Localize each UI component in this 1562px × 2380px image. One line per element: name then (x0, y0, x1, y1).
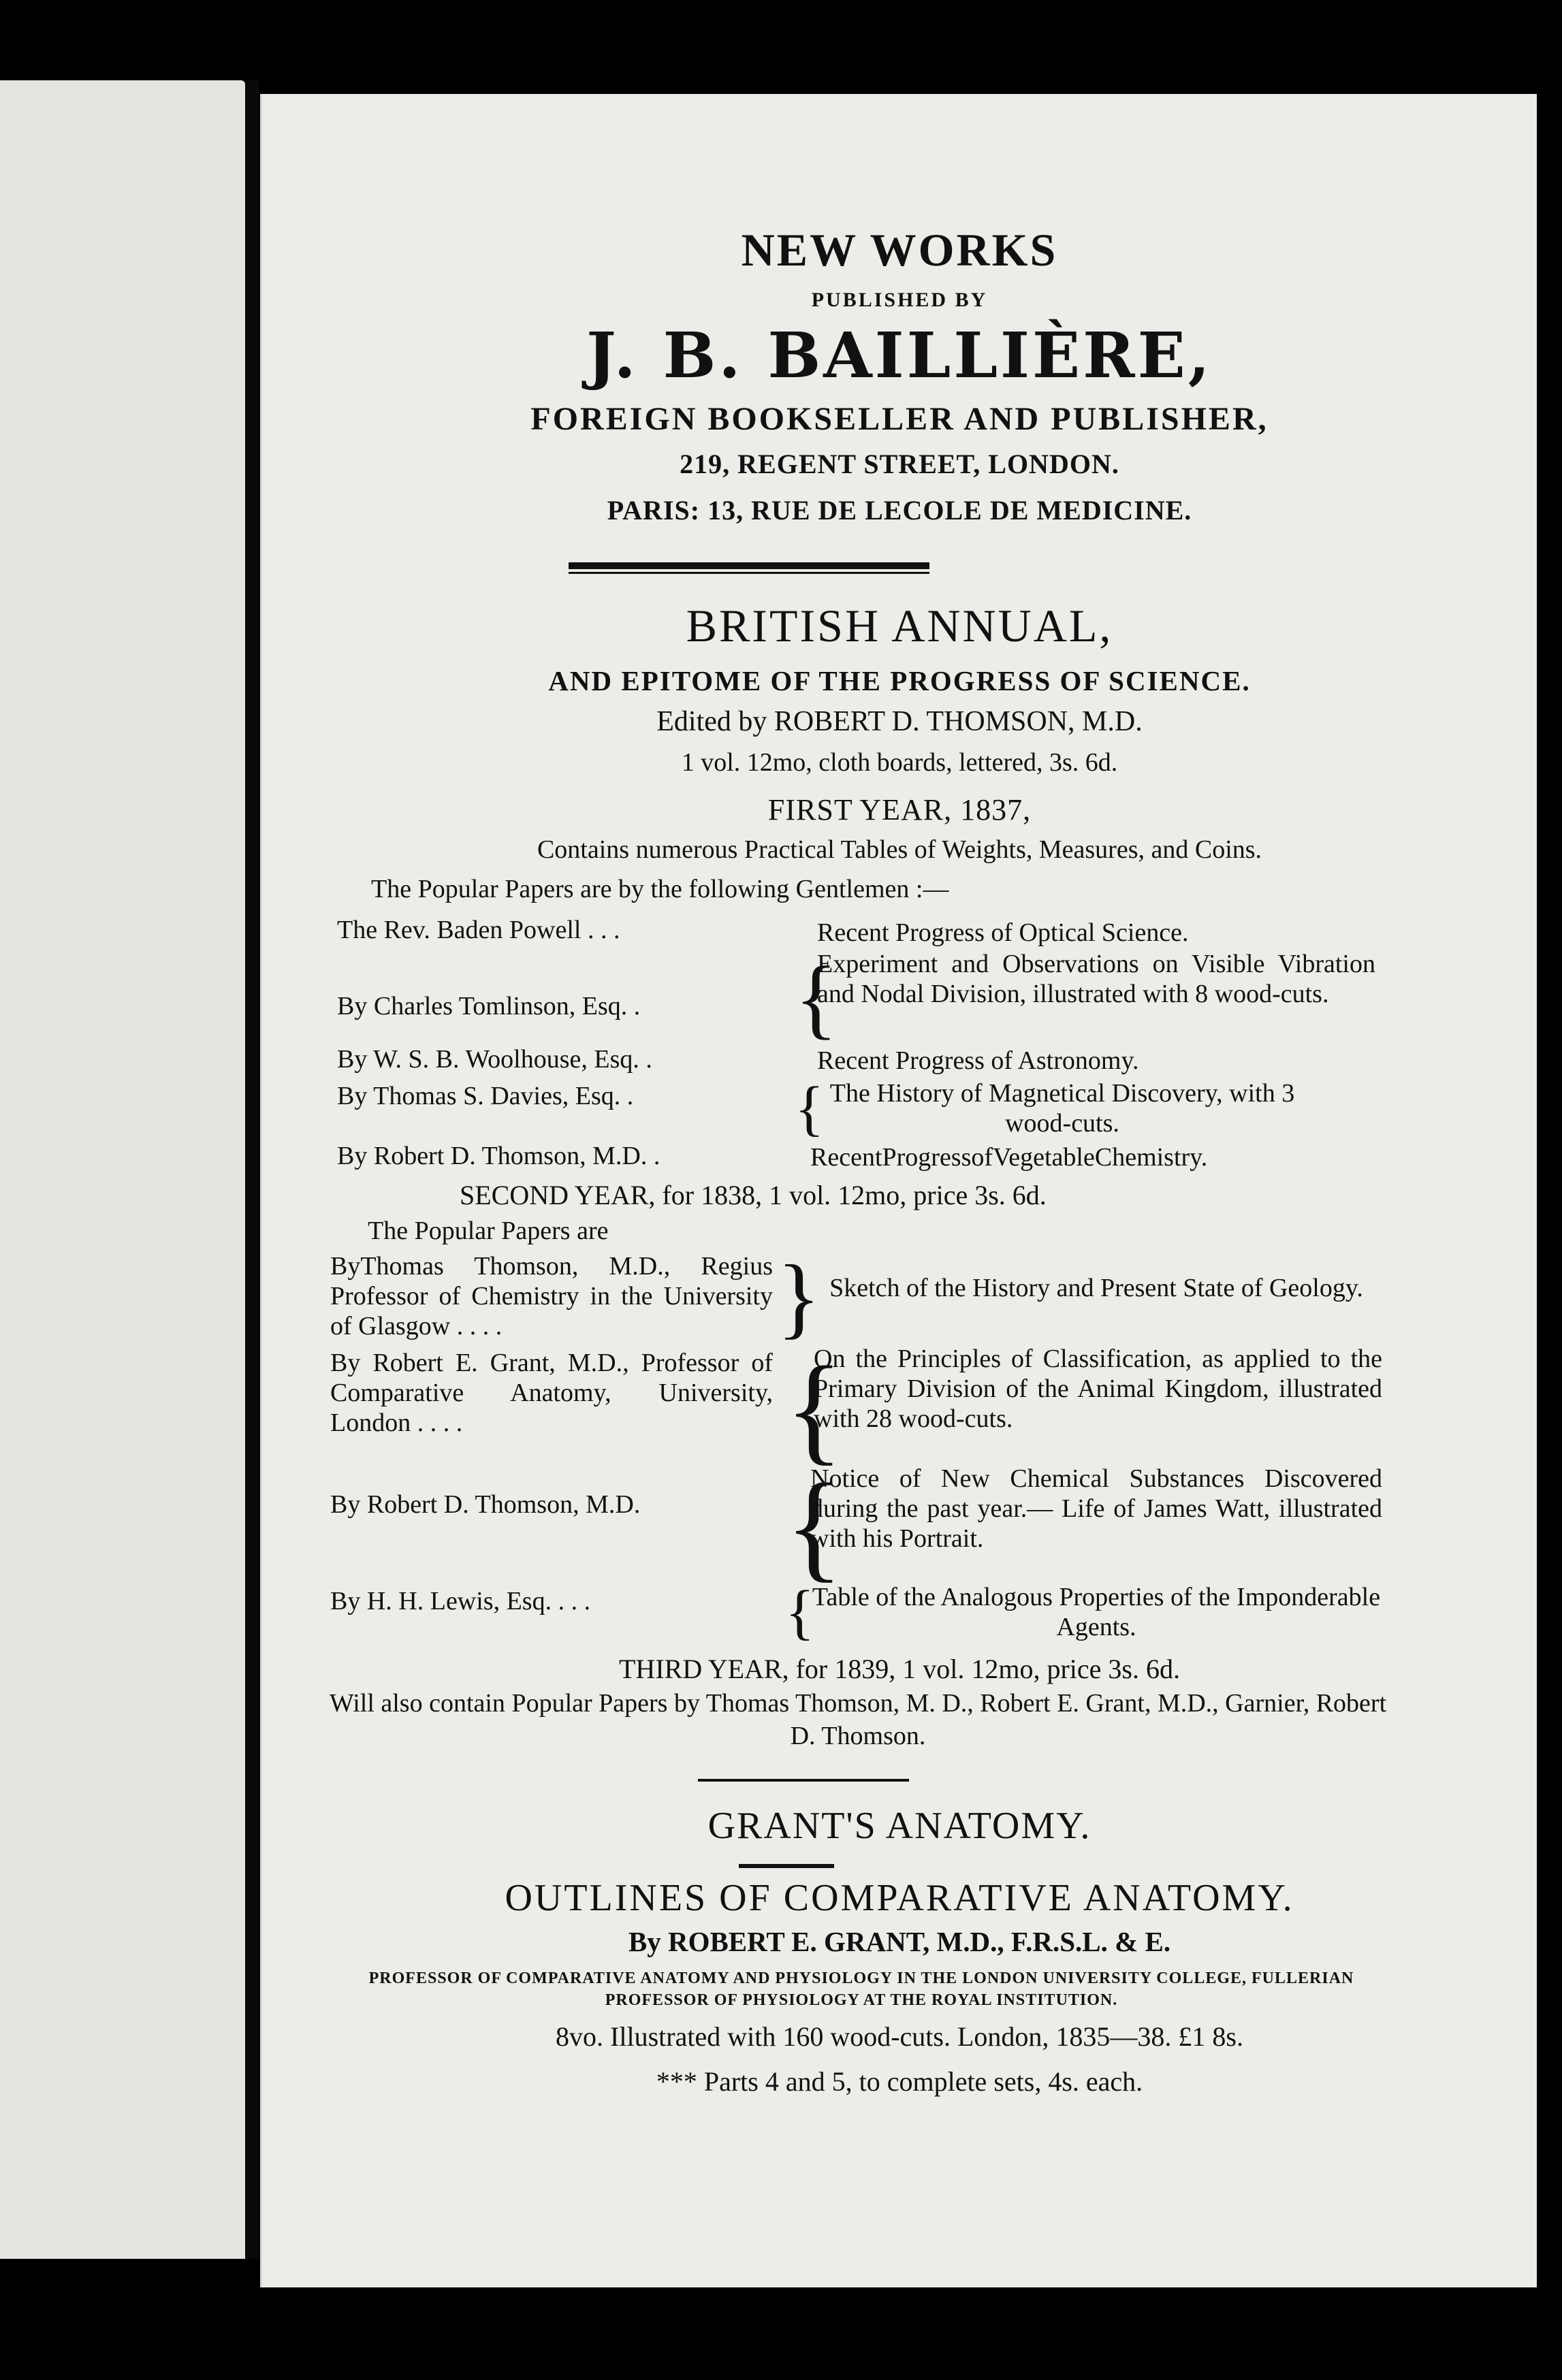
page-title: NEW WORKS (741, 224, 1058, 276)
brace: } (777, 1247, 821, 1347)
paris-address: PARIS: 13, RUE DE LECOLE DE MEDICINE. (607, 495, 1192, 526)
paper-author: The Rev. Baden Powell . . . (337, 916, 620, 944)
paper-title: On the Principles of Classification, as applied to the Primary Division of the Animal Kingdom, illustrated with 28 wood-cuts. (814, 1345, 1382, 1433)
divider (698, 1779, 909, 1782)
paper-author: By H. H. Lewis, Esq. . . . (330, 1587, 591, 1615)
first-year-heading: FIRST YEAR, 1837, (767, 793, 1032, 826)
third-year-heading: THIRD YEAR, for 1839, 1 vol. 12mo, price 3s. 6d. (619, 1654, 1180, 1684)
first-year-contains: Contains numerous Practical Tables of Weights, Measures, and Coins. (537, 835, 1262, 864)
divider-thin (569, 572, 929, 574)
paper-title: Recent Progress of Optical Science. (817, 918, 1189, 947)
book-spine (245, 80, 259, 2259)
annual-subtitle: AND EPITOME OF THE PROGRESS OF SCIENCE. (548, 665, 1251, 696)
paper-title: RecentProgressofVegetableChemistry. (810, 1143, 1208, 1172)
annual-title: BRITISH ANNUAL, (686, 600, 1113, 652)
grant-author: By ROBERT E. GRANT, M.D., F.R.S.L. & E. (628, 1926, 1171, 1957)
publisher-name: J. B. BAILLIÈRE, (586, 319, 1213, 392)
brace: { (795, 948, 838, 1048)
published-by: PUBLISHED BY (811, 289, 988, 311)
second-year-heading: SECOND YEAR, for 1838, 1 vol. 12mo, price 3s. 6d. (460, 1180, 1047, 1210)
first-year-intro: The Popular Papers are by the following Gentlemen :— (371, 875, 949, 903)
third-year-text: Will also contain Popular Papers by Thomas Thomson, M. D., Robert E. Grant, M.D., Garnier, Robert D. Thomson. (329, 1689, 1387, 1750)
facing-page (0, 80, 245, 2259)
paper-title: Experiment and Observations on Visible Vibration and Nodal Division, illustrated with 8 wood-cuts. (817, 950, 1375, 1008)
publisher-role: FOREIGN BOOKSELLER AND PUBLISHER, (530, 401, 1269, 437)
grant-credentials: PROFESSOR OF COMPARATIVE ANATOMY AND PHYSIOLOGY IN THE LONDON UNIVERSITY COLLEGE, FULLERIAN PROFESSOR OF PHYSIOLOGY AT THE ROYAL INSTITUTION. (368, 1969, 1354, 2009)
paper-title: Recent Progress of Astronomy. (817, 1046, 1139, 1075)
annual-editor: Edited by ROBERT D. THOMSON, M.D. (656, 706, 1143, 737)
divider-heavy (569, 562, 929, 569)
second-year-intro: The Popular Papers are (368, 1217, 609, 1245)
paper-title: Table of the Analogous Properties of the Imponderable Agents. (812, 1583, 1381, 1641)
grant-heading: GRANT'S ANATOMY. (707, 1805, 1091, 1847)
paper-author: By Robert D. Thomson, M.D. (330, 1490, 641, 1519)
paper-title: The History of Magnetical Discovery, with 3 wood-cuts. (829, 1079, 1295, 1138)
paper-author: By Robert D. Thomson, M.D. . (337, 1142, 660, 1170)
annual-format: 1 vol. 12mo, cloth boards, lettered, 3s. 6d. (681, 748, 1118, 777)
divider (739, 1864, 834, 1868)
paper-author: By Robert E. Grant, M.D., Professor of Comparative Anatomy, University, London . . . . (330, 1349, 773, 1437)
brace: { (785, 1579, 815, 1646)
grant-details: 8vo. Illustrated with 160 wood-cuts. London, 1835—38. £1 8s. (556, 2021, 1243, 2052)
paper-title: Notice of New Chemical Substances Discovered during the past year.— Life of James Watt, illustrated with his Portrait. (810, 1464, 1382, 1553)
grant-note: *** Parts 4 and 5, to complete sets, 4s. each. (656, 2066, 1143, 2097)
grant-title: OUTLINES OF COMPARATIVE ANATOMY. (505, 1877, 1294, 1919)
brace: { (785, 1341, 844, 1476)
brace: { (785, 1458, 844, 1593)
paper-title: Sketch of the History and Present State of Geology. (829, 1274, 1363, 1302)
paper-author: By Thomas S. Davies, Esq. . (337, 1082, 634, 1110)
paper-author: By W. S. B. Woolhouse, Esq. . (337, 1045, 652, 1074)
brace: { (795, 1075, 825, 1142)
publisher-address: 219, REGENT STREET, LONDON. (680, 449, 1119, 479)
page (260, 94, 1537, 2287)
paper-author: ByThomas Thomson, M.D., Regius Professor of Chemistry in the University of Glasgow . . . . (330, 1252, 773, 1340)
paper-author: By Charles Tomlinson, Esq. . (337, 992, 641, 1020)
